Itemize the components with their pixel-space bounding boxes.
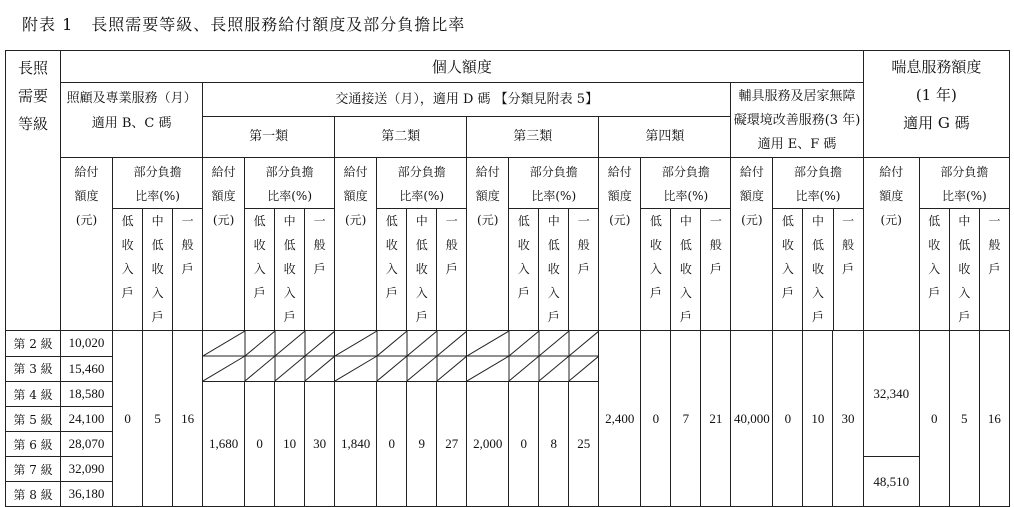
- respite-ratio-low: 0: [919, 331, 949, 507]
- class-4-ratio-midlow: 7: [671, 331, 701, 507]
- care-ratio-title: 部分負擔 比率(%): [113, 158, 202, 209]
- class-2-na-hatch: [335, 331, 467, 381]
- respite-ratio-header: [919, 158, 1009, 331]
- care-col-general: 一 般 戶: [181, 214, 194, 276]
- amount-cell: 28,070: [61, 432, 113, 457]
- class-3-na-hatch: [467, 331, 599, 381]
- class-3-header: 第三類: [467, 117, 599, 158]
- grade-cell: 第 3 級: [6, 356, 61, 382]
- class-2-ratio-low: 0: [377, 382, 407, 507]
- class-1-col-low: 低 收 入 戶: [245, 209, 275, 330]
- care-col-low: 低 收 入 戶: [113, 209, 143, 330]
- class-1-col-midlow: 中 低 收 入 戶: [275, 209, 305, 330]
- grade-cell: 第 2 級: [6, 331, 61, 357]
- amount-cell: 18,580: [61, 382, 113, 407]
- class-4-amount: 2,400: [599, 331, 641, 507]
- respite-header: 喘息服務額度 (1 年) 適用 G 碼: [863, 51, 1009, 158]
- class-1-ratio-general: 30: [305, 382, 335, 507]
- care-ratio-general: 16: [173, 331, 203, 507]
- aids-pay-header: 給付 額度 (元): [731, 158, 773, 331]
- class-3-col-midlow: 中 低 收 入 戶: [539, 209, 569, 330]
- aids-col-general: 一 般 戶: [842, 214, 855, 276]
- respite-col-midlow: 中 低 收 入 戶: [950, 209, 980, 330]
- class-4-col-midlow: 中 低 收 入 戶: [671, 209, 701, 330]
- class-3-pay-header: 給付 額度 (元): [467, 158, 509, 331]
- class-2-col-general: 一 般 戶: [445, 214, 458, 276]
- aids-amount: 40,000: [731, 331, 773, 507]
- class-4-col-general: 一 般 戶: [709, 214, 722, 276]
- class-2-ratio-midlow: 9: [407, 382, 437, 507]
- class-3-ratio-low: 0: [509, 382, 539, 507]
- class-1-ratio-low: 0: [245, 382, 275, 507]
- class-2-col-low: 低 收 入 戶: [377, 209, 407, 330]
- class-3-col-low: 低 收 入 戶: [509, 209, 539, 330]
- care-ratio-low: 0: [113, 331, 143, 507]
- class-3-ratio-title: 部分負擔 比率(%): [509, 158, 598, 209]
- class-3-amount: 2,000: [467, 382, 509, 507]
- respite-ratio-midlow: 5: [949, 331, 979, 507]
- class-3-ratio-header: [509, 158, 599, 331]
- respite-amount-b: 48,510: [863, 457, 919, 507]
- class-4-ratio-general: 21: [701, 331, 731, 507]
- benefit-table: [5, 50, 1010, 507]
- class-2-ratio-general: 27: [437, 382, 467, 507]
- personal-quota-header: 個人額度: [61, 51, 864, 83]
- grade-cell: 第 6 級: [6, 432, 61, 457]
- grade-cell: 第 8 級: [6, 482, 61, 507]
- class-3-ratio-general: 25: [569, 382, 599, 507]
- class-4-pay-header: 給付 額度 (元): [599, 158, 641, 331]
- care-service-header: 照顧及專業服務（月） 適用 B、C 碼: [61, 83, 203, 158]
- care-ratio-midlow: 5: [143, 331, 173, 507]
- aids-service-header: 輔具服務及居家無障 礙環境改善服務(3 年) 適用 E、F 碼: [731, 83, 863, 158]
- class-1-na: [203, 331, 335, 382]
- class-1-col-general: 一 般 戶: [313, 214, 326, 276]
- grade-cell: 第 4 級: [6, 382, 61, 407]
- class-2-header: 第二類: [335, 117, 467, 158]
- table-title: [22, 12, 465, 35]
- respite-ratio-general: 16: [979, 331, 1009, 507]
- class-1-ratio-title: 部分負擔 比率(%): [245, 158, 334, 209]
- aids-ratio-low: 0: [773, 331, 803, 507]
- class-4-ratio-title: 部分負擔 比率(%): [641, 158, 730, 209]
- amount-cell: 32,090: [61, 457, 113, 482]
- respite-amount-a: 32,340: [863, 331, 919, 457]
- amount-cell: 10,020: [61, 331, 113, 357]
- transport-header: 交通接送（月），適用 D 碼 【分類見附表 5】: [203, 83, 731, 117]
- class-1-na-hatch: [203, 331, 335, 381]
- class-1-pay-header: 給付 額度 (元): [203, 158, 245, 331]
- care-pay-header: 給付 額度 (元): [61, 158, 113, 331]
- aids-ratio-title: 部分負擔 比率(%): [773, 158, 862, 209]
- aids-ratio-midlow: 10: [803, 331, 833, 507]
- class-2-ratio-header: [377, 158, 467, 331]
- class-4-header: 第四類: [599, 117, 731, 158]
- aids-ratio-header: [773, 158, 863, 331]
- class-1-ratio-midlow: 10: [275, 382, 305, 507]
- class-2-ratio-title: 部分負擔 比率(%): [377, 158, 466, 209]
- amount-cell: 24,100: [61, 407, 113, 432]
- respite-ratio-title: 部分負擔 比率(%): [920, 158, 1009, 209]
- class-1-amount: 1,680: [203, 382, 245, 507]
- aids-col-low: 低 收 入 戶: [773, 209, 803, 330]
- grade-cell: 第 7 級: [6, 457, 61, 482]
- level-header: 長照 需要 等級: [6, 51, 61, 331]
- class-2-pay-header: 給付 額度 (元): [335, 158, 377, 331]
- table-heading: 長照需要等級、長照服務給付額度及部分負擔比率: [91, 15, 466, 34]
- care-ratio-header: [113, 158, 203, 331]
- class-2-amount: 1,840: [335, 382, 377, 507]
- class-3-ratio-midlow: 8: [539, 382, 569, 507]
- class-4-ratio-low: 0: [641, 331, 671, 507]
- table-label: 附表 1: [22, 15, 74, 34]
- respite-col-low: 低 收 入 戶: [920, 209, 950, 330]
- aids-ratio-general: 30: [833, 331, 863, 507]
- aids-col-midlow: 中 低 收 入 戶: [803, 209, 833, 330]
- respite-pay-header: 給付 額度 (元): [863, 158, 919, 331]
- class-4-ratio-header: [641, 158, 731, 331]
- grade-cell: 第 5 級: [6, 407, 61, 432]
- class-2-col-midlow: 中 低 收 入 戶: [407, 209, 437, 330]
- class-4-col-low: 低 收 入 戶: [641, 209, 671, 330]
- class-1-ratio-header: [245, 158, 335, 331]
- class-3-na: [467, 331, 599, 382]
- class-1-header: 第一類: [203, 117, 335, 158]
- respite-col-general: 一 般 戶: [988, 214, 1001, 276]
- class-2-na: [335, 331, 467, 382]
- subheader-row: [6, 158, 1010, 331]
- care-col-midlow: 中 低 收 入 戶: [143, 209, 173, 330]
- amount-cell: 36,180: [61, 482, 113, 507]
- class-3-col-general: 一 般 戶: [577, 214, 590, 276]
- amount-cell: 15,460: [61, 356, 113, 382]
